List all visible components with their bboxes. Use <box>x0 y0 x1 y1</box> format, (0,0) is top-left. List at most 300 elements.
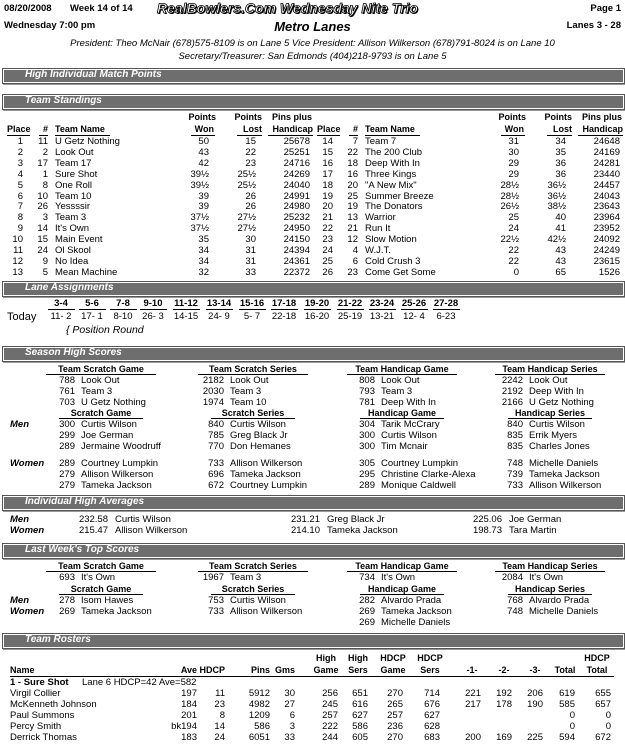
standing-place: 10 <box>12 234 23 246</box>
roster-hdcp-game-header: Game <box>380 665 406 675</box>
standing-place: 20 <box>322 201 333 213</box>
roster-bowler-stat: 657 <box>595 698 611 710</box>
standing-points-won: 39 <box>198 201 209 213</box>
season-team-score: 2030 <box>202 385 224 397</box>
standing-handicap-pins: 24043 <box>593 190 620 202</box>
roster-bowler-stat: 627 <box>352 709 368 721</box>
season-team-score: 2166 <box>501 396 523 408</box>
season-women-score: 289 <box>359 479 375 491</box>
standing-team-name: Run It <box>365 223 391 235</box>
standing-points-won: 28½ <box>500 179 519 191</box>
last-week-team-name: It's Own <box>81 572 116 583</box>
avg-women-label: Women <box>10 525 45 536</box>
roster-bowler-stat: 221 <box>465 688 481 699</box>
standing-handicap-pins: 23952 <box>593 223 620 235</box>
last-week-women-score: 269 <box>59 606 75 617</box>
standing-team-number: 19 <box>347 201 358 213</box>
season-men-score: 840 <box>208 419 224 430</box>
standing-points-lost: 40 <box>555 212 566 224</box>
last-week-team-header: Team Handicap Game <box>355 561 449 571</box>
roster-bowler-stat: 594 <box>559 731 575 743</box>
standing-team-name: Team 3 <box>55 212 87 224</box>
season-women-name: Allison Wilkerson <box>81 468 154 480</box>
season-men-score: 840 <box>507 419 523 430</box>
lane-assignment-today: 24- 9 <box>208 311 230 322</box>
standing-team-number: 24 <box>37 245 48 256</box>
season-team-score: 2192 <box>501 385 523 397</box>
season-women-name: Tameka Jackson <box>81 479 152 491</box>
roster-bowler-stat: 236 <box>387 720 403 732</box>
last-week-women-name: Tameka Jackson <box>381 606 452 617</box>
season-women-name: Tameka Jackson <box>529 468 600 480</box>
standing-points-won: 22½ <box>500 234 519 246</box>
section-season-high-scores: Season High Scores <box>2 346 625 362</box>
roster-bowler-stat: 714 <box>424 688 440 699</box>
season-women-name: Michelle Daniels <box>529 458 599 469</box>
roster-bowler-stat: 270 <box>387 688 403 699</box>
roster-bowler-stat: 256 <box>322 688 338 699</box>
roster-bowler-stat: 192 <box>496 688 512 699</box>
avg-women-value: 198.73 <box>472 525 502 536</box>
standing-handicap-pins: 1526 <box>598 266 620 278</box>
roster-bowler-stat: 6 <box>289 709 295 721</box>
standing-team-name: Sure Shot <box>55 168 98 180</box>
underline <box>337 309 364 310</box>
season-men-name: Joe German <box>81 429 134 441</box>
season-men-name: Curtis Wilson <box>230 419 286 430</box>
lane-pair-header: 25-26 <box>401 298 427 309</box>
roster-bowler-stat: 0 <box>605 720 611 732</box>
team-name-header: Team Name <box>365 124 415 134</box>
standing-points-lost: 31 <box>245 255 256 267</box>
standing-place: 16 <box>322 157 333 169</box>
roster-bowler-stat: 183 <box>181 731 197 743</box>
season-team-name: Team 3 <box>81 385 113 397</box>
standing-team-number: 16 <box>347 168 358 180</box>
standing-handicap-pins: 24716 <box>283 157 310 169</box>
standing-handicap-pins: 23643 <box>593 201 620 213</box>
league-day-time: Wednesday 7:00 pm <box>4 20 96 31</box>
standing-points-lost: 22 <box>245 146 256 158</box>
standing-team-name: Look Out <box>55 146 94 158</box>
standing-team-number: 9 <box>42 255 48 267</box>
last-week-men-score: 278 <box>59 595 75 606</box>
roster-bowler-stat: 8 <box>219 709 225 721</box>
lane-assignment-today: 16-20 <box>304 311 330 322</box>
standing-team-number: 8 <box>42 179 48 191</box>
underline <box>401 309 428 310</box>
season-individual-header: Handicap Series <box>514 408 586 418</box>
roster-bowler-stat: 6051 <box>248 731 270 743</box>
roster-bowler-stat: 11 <box>215 688 225 699</box>
lane-assignment-today: 14-15 <box>173 311 199 322</box>
lost-header: Lost <box>243 124 262 134</box>
standing-team-number: 14 <box>37 223 48 235</box>
roster-bowler-stat: 217 <box>465 698 481 710</box>
standing-handicap-pins: 25678 <box>283 136 310 147</box>
standing-team-name: Warrior <box>365 212 396 224</box>
season-team-header: Team Handicap Game <box>355 364 449 374</box>
last-week-team-score: 2084 <box>501 572 523 583</box>
season-men-name: Charles Jones <box>529 440 590 452</box>
standing-points-won: 31 <box>508 136 519 147</box>
section-lane-assignments: Lane Assignments <box>2 281 625 297</box>
season-team-name: Look Out <box>81 375 120 386</box>
team-name-header: Team Name <box>55 124 105 134</box>
season-women-name: Courtney Lumpkin <box>230 479 308 491</box>
lane-assignment-today: 22-18 <box>271 311 297 322</box>
standing-points-lost: 38½ <box>547 201 566 213</box>
underline <box>239 309 266 310</box>
standing-team-name: Slow Motion <box>365 234 417 246</box>
standing-points-won: 37½ <box>190 212 209 224</box>
season-men-name: Tarik McCrary <box>381 419 440 430</box>
season-team-header: Team Scratch Series <box>209 364 297 374</box>
last-week-individual-header: Scratch Series <box>221 584 285 594</box>
standing-team-number: 1 <box>42 168 48 180</box>
standing-team-number: 18 <box>347 157 358 169</box>
season-team-name: Look Out <box>529 375 568 386</box>
standing-team-name: The 200 Club <box>365 146 423 158</box>
standing-points-won: 37½ <box>190 223 209 235</box>
handicap-header: Handicap <box>272 124 313 134</box>
lane-assignment-today: 13-21 <box>369 311 395 322</box>
roster-bowler-stat: 206 <box>527 688 543 699</box>
points-lost-header-top: Points <box>234 112 262 122</box>
roster-bowler-stat: 1209 <box>248 709 270 721</box>
roster-bowler-stat: 0 <box>569 709 575 721</box>
avg-women-name: Allison Wilkerson <box>115 525 188 536</box>
standing-team-name: Ol Skool <box>55 245 91 256</box>
season-women-name: Monique Caldwell <box>381 479 456 491</box>
standing-points-won: 50 <box>198 136 209 147</box>
roster-bowler-stat: 169 <box>496 731 512 743</box>
points-lost-header-top: Points <box>544 112 572 122</box>
standing-points-lost: 23 <box>245 157 256 169</box>
standing-team-name: U Getz Nothing <box>55 136 120 147</box>
page-number: Page 1 <box>590 3 621 14</box>
points-won-header-top: Points <box>498 112 526 122</box>
roster-bowler-name: McKenneth Johnson <box>10 698 97 710</box>
place-header: Place <box>317 124 341 134</box>
roster-bowler-stat: 4982 <box>248 698 270 710</box>
season-team-name: Look Out <box>381 375 420 386</box>
roster-bowler-name: Percy Smith <box>10 720 62 732</box>
standing-handicap-pins: 24169 <box>593 146 620 158</box>
standing-handicap-pins: 23440 <box>593 168 620 180</box>
season-men-score: 835 <box>507 440 523 452</box>
standing-team-number: 23 <box>347 266 358 278</box>
avg-women-value: 215.47 <box>78 525 108 536</box>
standing-place: 4 <box>17 168 23 180</box>
standing-place: 24 <box>322 245 333 256</box>
standing-place: 1 <box>17 136 23 147</box>
roster-bowler-stat: 655 <box>595 688 611 699</box>
standing-points-won: 34 <box>198 255 209 267</box>
lane-assignment-today: 26- 3 <box>142 311 164 322</box>
avg-men-label: Men <box>10 514 29 525</box>
season-team-score: 808 <box>359 375 375 386</box>
report-date: 08/20/2008 <box>4 3 52 14</box>
lane-pair-header: 15-16 <box>239 298 265 309</box>
lane-pair-header: 7-8 <box>116 298 130 309</box>
underline <box>48 309 75 310</box>
lane-pair-header: 21-22 <box>337 298 363 309</box>
season-team-score: 761 <box>59 385 75 397</box>
season-team-name: U Getz Nothing <box>529 396 594 408</box>
standing-place: 13 <box>12 266 23 278</box>
standing-points-lost: 25½ <box>237 168 256 180</box>
officers-line-1: President: Theo McNair (678)575-8109 is on Lane 5 Vice President: Allison Wilkerson (678)791-8024 is on Lane 10 <box>70 38 555 49</box>
standing-place: 12 <box>12 255 23 267</box>
standing-team-name: Summer Breeze <box>365 190 434 202</box>
standing-team-name: Yessssir <box>55 201 91 213</box>
standing-handicap-pins: 24092 <box>593 234 620 246</box>
standing-team-number: 6 <box>352 255 358 267</box>
season-team-name: Team 3 <box>381 385 413 397</box>
standing-handicap-pins: 24361 <box>283 255 310 267</box>
roster-hdcp-series-header: Sers <box>420 665 440 675</box>
last-week-team-score: 1967 <box>202 572 224 583</box>
standing-points-lost: 26 <box>245 190 256 202</box>
last-week-team-name: Team 3 <box>230 572 262 583</box>
season-team-score: 788 <box>59 375 75 386</box>
num-header: # <box>352 124 358 134</box>
underline <box>433 309 460 310</box>
league-banner: RealBowlers.Com Wednesday Nite Trio <box>157 0 418 16</box>
standing-team-name: Three Kings <box>365 168 417 180</box>
last-week-team-header: Team Scratch Series <box>209 561 297 571</box>
standing-points-won: 42 <box>198 157 209 169</box>
avg-women-value: 214.10 <box>290 525 320 536</box>
lane-assignment-today: 11- 2 <box>50 311 72 322</box>
lane-pair-header: 27-28 <box>433 298 459 309</box>
season-women-score: 748 <box>507 458 523 469</box>
standing-points-won: 39½ <box>190 168 209 180</box>
handicap-header: Handicap <box>582 124 623 134</box>
standing-points-lost: 36 <box>555 168 566 180</box>
season-men-score: 835 <box>507 429 523 441</box>
season-team-name: Deep With In <box>381 396 436 408</box>
standing-place: 22 <box>322 223 333 235</box>
standing-handicap-pins: 24040 <box>283 179 310 191</box>
standing-place: 6 <box>17 190 23 202</box>
underline <box>79 309 106 310</box>
last-week-men-score: 768 <box>507 595 523 606</box>
standing-handicap-pins: 23615 <box>593 255 620 267</box>
roster-bowler-name: Virgil Collier <box>10 688 61 699</box>
standing-team-number: 20 <box>347 179 358 191</box>
roster-bowler-stat: 676 <box>424 698 440 710</box>
season-men-score: 300 <box>359 429 375 441</box>
standing-handicap-pins: 24950 <box>283 223 310 235</box>
standing-points-lost: 27½ <box>237 212 256 224</box>
standing-place: 5 <box>17 179 23 191</box>
standing-handicap-pins: 25232 <box>283 212 310 224</box>
standing-handicap-pins: 24150 <box>283 234 310 246</box>
standing-team-name: Main Event <box>55 234 103 246</box>
season-team-name: U Getz Nothing <box>81 396 146 408</box>
season-women-name: Allison Wilkerson <box>230 458 303 469</box>
roster-high-series-top: High <box>348 653 368 663</box>
standing-handicap-pins: 25251 <box>283 146 310 158</box>
standing-place: 21 <box>322 212 333 224</box>
last-week-men-name: Curtis Wilson <box>230 595 286 606</box>
roster-bowler-stat: 23 <box>214 698 225 710</box>
season-team-score: 1974 <box>202 396 224 408</box>
standing-points-won: 35 <box>198 234 209 246</box>
roster-bowler-stat: 257 <box>387 709 403 721</box>
standing-team-number: 15 <box>37 234 48 246</box>
avg-men-value: 231.21 <box>290 514 320 525</box>
season-men-score: 300 <box>59 419 75 430</box>
standing-points-won: 32 <box>198 266 209 278</box>
last-week-team-header: Team Handicap Series <box>502 561 598 571</box>
roster-bowler-stat: 605 <box>352 731 368 743</box>
roster-bowler-stat: 586 <box>254 720 270 732</box>
roster-team-title: 1 - Sure Shot <box>10 677 69 688</box>
handicap-header-top: Pins plus <box>271 112 312 122</box>
season-women-name: Allison Wilkerson <box>529 479 602 491</box>
standing-points-won: 39½ <box>190 179 209 191</box>
standing-team-name: Mean Machine <box>55 266 118 278</box>
standing-team-name: Come Get Some <box>365 266 436 278</box>
roster-bowler-stat: 619 <box>559 688 575 699</box>
lane-assignment-today: 5- 7 <box>243 311 261 322</box>
roster-bowler-stat: 200 <box>465 731 481 743</box>
roster-bowler-stat: 184 <box>181 698 197 710</box>
season-team-score: 2242 <box>501 375 523 386</box>
standing-points-won: 39 <box>198 190 209 202</box>
section-team-rosters: Team Rosters <box>2 633 625 649</box>
standing-points-won: 29 <box>508 168 519 180</box>
roster-bowler-stat: 0 <box>605 709 611 721</box>
roster-bowler-stat: 222 <box>322 720 338 732</box>
won-header: Won <box>504 124 524 134</box>
season-men-name: Tim Mcnair <box>381 440 428 452</box>
standing-place: 25 <box>322 255 333 267</box>
standing-points-won: 43 <box>198 146 209 158</box>
last-week-men-score: 753 <box>208 595 224 606</box>
standing-points-lost: 65 <box>555 266 566 278</box>
roster-bowler-stat: 270 <box>387 731 403 743</box>
last-week-individual-header: Scratch Game <box>70 584 132 594</box>
standing-points-won: 34 <box>198 245 209 256</box>
lane-range: Lanes 3 - 28 <box>566 20 621 31</box>
roster-bowler-stat: 27 <box>284 698 295 710</box>
season-men-score: 304 <box>359 419 375 430</box>
standing-place: 17 <box>322 168 333 180</box>
standing-points-won: 22 <box>508 255 519 267</box>
roster-hdcp-game-top: HDCP <box>380 653 406 663</box>
standing-team-name: Cold Crush 3 <box>365 255 421 267</box>
standing-handicap-pins: 24980 <box>283 201 310 213</box>
season-women-name: Christine Clarke-Alexa <box>381 468 476 480</box>
season-team-name: Look Out <box>230 375 269 386</box>
standing-points-lost: 36½ <box>547 190 566 202</box>
roster-bowler-stat: 30 <box>284 688 295 699</box>
last-week-women-name: Michelle Daniels <box>381 617 451 628</box>
roster-bowler-stat: 586 <box>352 720 368 732</box>
standing-points-won: 25 <box>508 212 519 224</box>
lane-pair-header: 11-12 <box>174 298 198 309</box>
season-team-score: 793 <box>359 385 375 397</box>
season-women-name: Courtney Lumpkin <box>381 458 459 469</box>
season-women-name: Tameka Jackson <box>230 468 301 480</box>
last-week-men-name: Alvardo Prada <box>529 595 590 606</box>
last-week-individual-header: Handicap Game <box>367 584 437 594</box>
roster-hdcp-total-top: HDCP <box>584 653 610 663</box>
standing-points-lost: 30 <box>245 234 256 246</box>
roster-hdcp-total-header: Total <box>586 665 608 675</box>
season-men-name: Don Hemanes <box>230 440 291 452</box>
roster-average-header: Ave <box>180 665 197 675</box>
underline <box>110 309 137 310</box>
women-label: Women <box>10 458 45 469</box>
standing-points-lost: 42½ <box>547 234 566 246</box>
roster-bowler-stat: 245 <box>322 698 338 710</box>
last-week-women-label: Women <box>10 606 45 617</box>
standing-points-won: 24 <box>508 223 519 235</box>
last-week-team-name: It's Own <box>529 572 564 583</box>
standing-place: 3 <box>17 157 23 169</box>
standing-points-lost: 15 <box>245 136 256 147</box>
last-week-men-name: Alvardo Prada <box>381 595 442 606</box>
roster-bowler-stat: 24 <box>214 731 225 743</box>
roster-hdcp-series-top: HDCP <box>417 653 443 663</box>
avg-men-name: Curtis Wilson <box>115 514 171 525</box>
last-week-men-score: 282 <box>359 595 375 606</box>
season-women-score: 279 <box>59 468 75 480</box>
lane-assignment-today: 8-10 <box>113 311 133 322</box>
standing-handicap-pins: 24991 <box>283 190 310 202</box>
roster-bowler-stat: 265 <box>387 698 403 710</box>
season-men-name: Curtis Wilson <box>381 429 437 441</box>
standing-handicap-pins: 24269 <box>283 168 310 180</box>
roster-bowler-stat: 244 <box>322 731 338 743</box>
lane-pair-header: 23-24 <box>369 298 395 309</box>
standing-team-number: 25 <box>347 190 358 202</box>
lane-assignment-today: 25-19 <box>337 311 363 322</box>
standing-team-number: 21 <box>347 223 358 235</box>
section-individual-high-averages: Individual High Averages <box>2 495 625 511</box>
standing-points-lost: 27½ <box>237 223 256 235</box>
season-team-score: 703 <box>59 396 75 408</box>
standing-points-lost: 35 <box>555 146 566 158</box>
lane-assignment-today: 12- 4 <box>403 311 425 322</box>
roster-high-game-header: Game <box>313 665 339 675</box>
roster-high-series-header: Sers <box>348 665 368 675</box>
num-header: # <box>42 124 48 134</box>
season-women-score: 295 <box>359 468 375 480</box>
underline <box>271 309 298 310</box>
lane-pair-header: 5-6 <box>85 298 99 309</box>
standing-points-won: 30 <box>508 146 519 158</box>
standing-team-number: 13 <box>347 212 358 224</box>
season-men-score: 299 <box>59 429 75 441</box>
standing-points-lost: 26 <box>245 201 256 213</box>
roster-bowler-stat: 628 <box>424 720 440 732</box>
season-men-score: 770 <box>208 440 224 452</box>
roster-team-info: Lane 6 HDCP=42 Ave=582 <box>82 677 197 688</box>
last-week-individual-header: Handicap Series <box>514 584 586 594</box>
last-week-women-score: 269 <box>359 606 375 617</box>
season-women-score: 305 <box>359 458 375 469</box>
roster-bowler-stat: 627 <box>424 709 440 721</box>
standing-team-name: Team 7 <box>365 136 397 147</box>
season-women-score: 733 <box>208 458 224 469</box>
season-men-score: 785 <box>208 429 224 441</box>
